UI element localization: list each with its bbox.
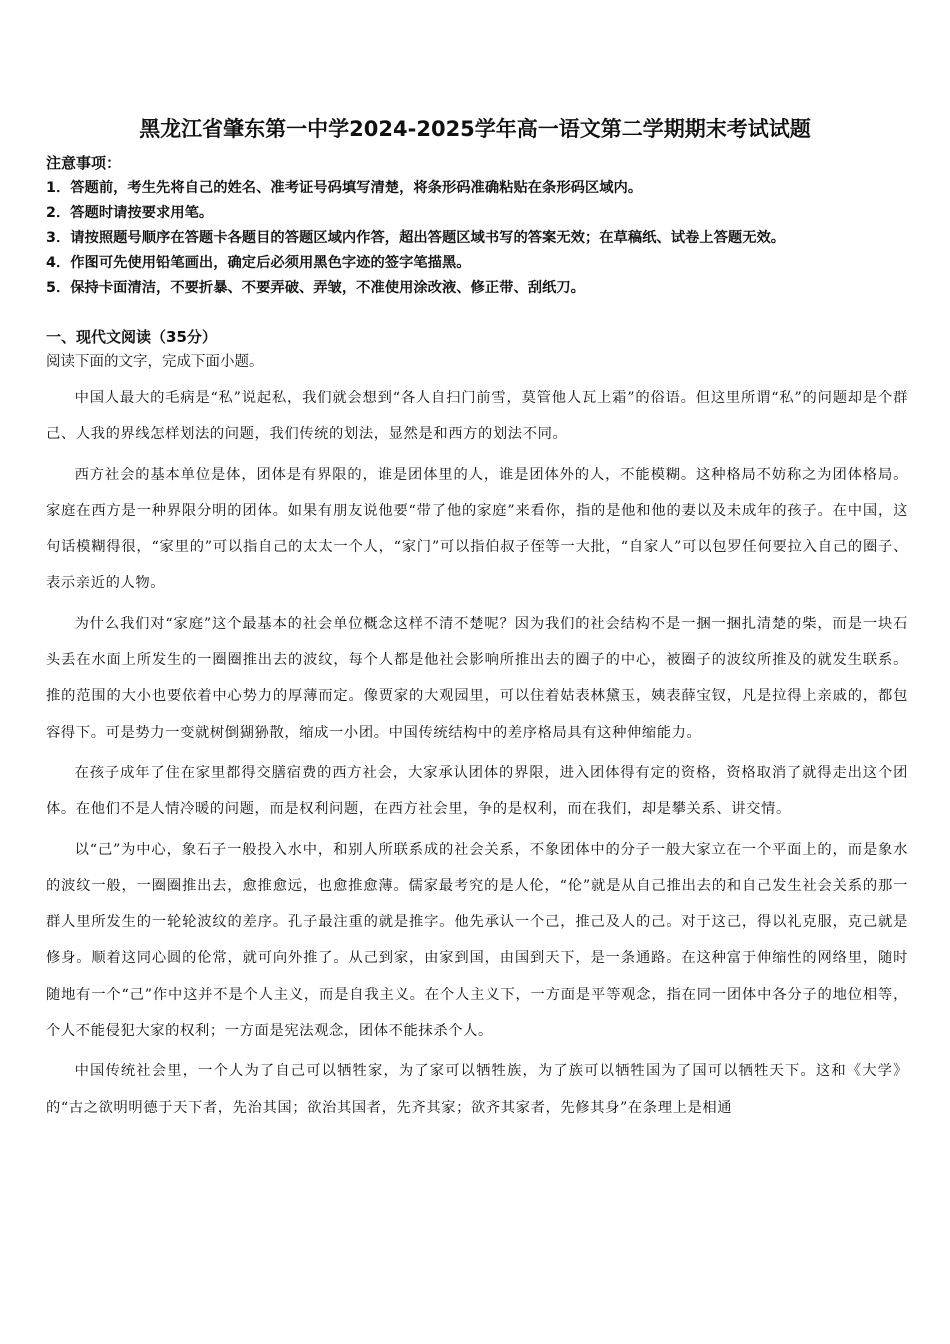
section-heading: 一、现代文阅读（35分）: [46, 328, 217, 346]
notice-item: 4．作图可先使用铅笔画出，确定后必须用黑色字迹的签字笔描黑。: [46, 255, 471, 271]
passage-paragraph: 为什么我们对“家庭”这个最基本的社会单位概念这样不清不楚呢？因为我们的社会结构不是一捆一捆扎清楚的柴，而是一块石头丢在水面上所发生的一圈圈推出去的波纹，每个人都是他社会影响所推出去的圈子的中心，被圈子的波纹所推及的就发生联系。推的范围的大小也要依着中心势力的厚薄而定。像贾家的大观园里，可以住着姑表林黛玉，姨表薛宝钗，凡是拉得上亲戚的，都包容得下。可是势力一变就树倒猢狲散，缩成一小团。中国传统结构中的差序格局具有这种伸缩能力。: [46, 615, 908, 741]
passage-paragraph: 中国人最大的毛病是“私”说起私，我们就会想到“各人自扫门前雪，莫管他人瓦上霜”的俗语。但这里所谓“私”的问题却是个群己、人我的界线怎样划法的问题，我们传统的划法，显然是和西方的划法不同。: [46, 390, 908, 443]
passage-paragraph: 在孩子成年了住在家里都得交膳宿费的西方社会，大家承认团体的界限，进入团体得有定的资格，资格取消了就得走出这个团体。在他们不是人情冷暖的问题，而是权利问题，在西方社会里，争的是权利，而在我们，却是攀关系、讲交情。: [46, 764, 908, 818]
reading-passage: [46, 380, 908, 1130]
reading-instruction: 阅读下面的文字，完成下面小题。: [46, 354, 264, 370]
notice-item: 1．答题前，考生先将自己的姓名、准考证号码填写清楚，将条形码准确粘贴在条形码区域内。: [46, 180, 643, 196]
passage-paragraph: 中国传统社会里，一个人为了自己可以牺牲家，为了家可以牺牲族，为了族可以牺牲国为了国可以牺牲天下。这和《大学》的“古之欲明明德于天下者，先治其国；欲治其国者，先齐其家；欲齐其家者，先修其身”在条理上是相通: [46, 1063, 908, 1116]
passage-paragraph: 西方社会的基本单位是体，团体是有界限的，谁是团体里的人，谁是团体外的人，不能模糊。这种格局不妨称之为团体格局。家庭在西方是一种界限分明的团体。如果有朋友说他要“带了他的家庭”来看你，指的是他和他的妻以及未成年的孩子。在中国，这句话模糊得很，“家里的”可以指自己的太太一个人，“家门”可以指伯叔子侄等一大批，“自家人”可以包罗任何要拉入自己的圈子、表示亲近的人物。: [46, 466, 908, 592]
passage-paragraph: 以“己”为中心，象石子一般投入水中，和别人所联系成的社会关系，不象团体中的分子一般大家立在一个平面上的，而是象水的波纹一般，一圈圈推出去，愈推愈远，也愈推愈薄。儒家最考究的是人伦，“伦”就是从自己推出去的和自己发生社会关系的那一群人里所发生的一轮轮波纹的差序。孔子最注重的就是推字。他先承认一个己，推己及人的己。对于这己，得以礼克服，克己就是修身。顺着这同心圆的伦常，就可向外推了。从己到家，由家到国，由国到天下，是一条通路。在这种富于伸缩性的网络里，随时随地有一个“己”作中这并不是个人主义，而是自我主义。在个人主义下，一方面是平等观念，指在同一团体中各分子的地位相等，个人不能侵犯大家的权利；一方面是宪法观念，团体不能抹杀个人。: [46, 841, 908, 1040]
exam-title: 黑龙江省肇东第一中学2024-2025学年高一语文第二学期期末考试试题: [139, 117, 811, 141]
notice-item: 5．保持卡面清洁，不要折暴、不要弄破、弄皱，不准使用涂改液、修正带、刮纸刀。: [46, 280, 585, 296]
notice-heading: 注意事项：: [46, 154, 122, 172]
notice-item: 2．答题时请按要求用笔。: [46, 205, 214, 221]
notice-list: [46, 176, 916, 301]
notice-item: 3．请按照题号顺序在答题卡各题目的答题区域内作答，超出答题区域书写的答案无效；在草稿纸、试卷上答题无效。: [46, 230, 786, 246]
